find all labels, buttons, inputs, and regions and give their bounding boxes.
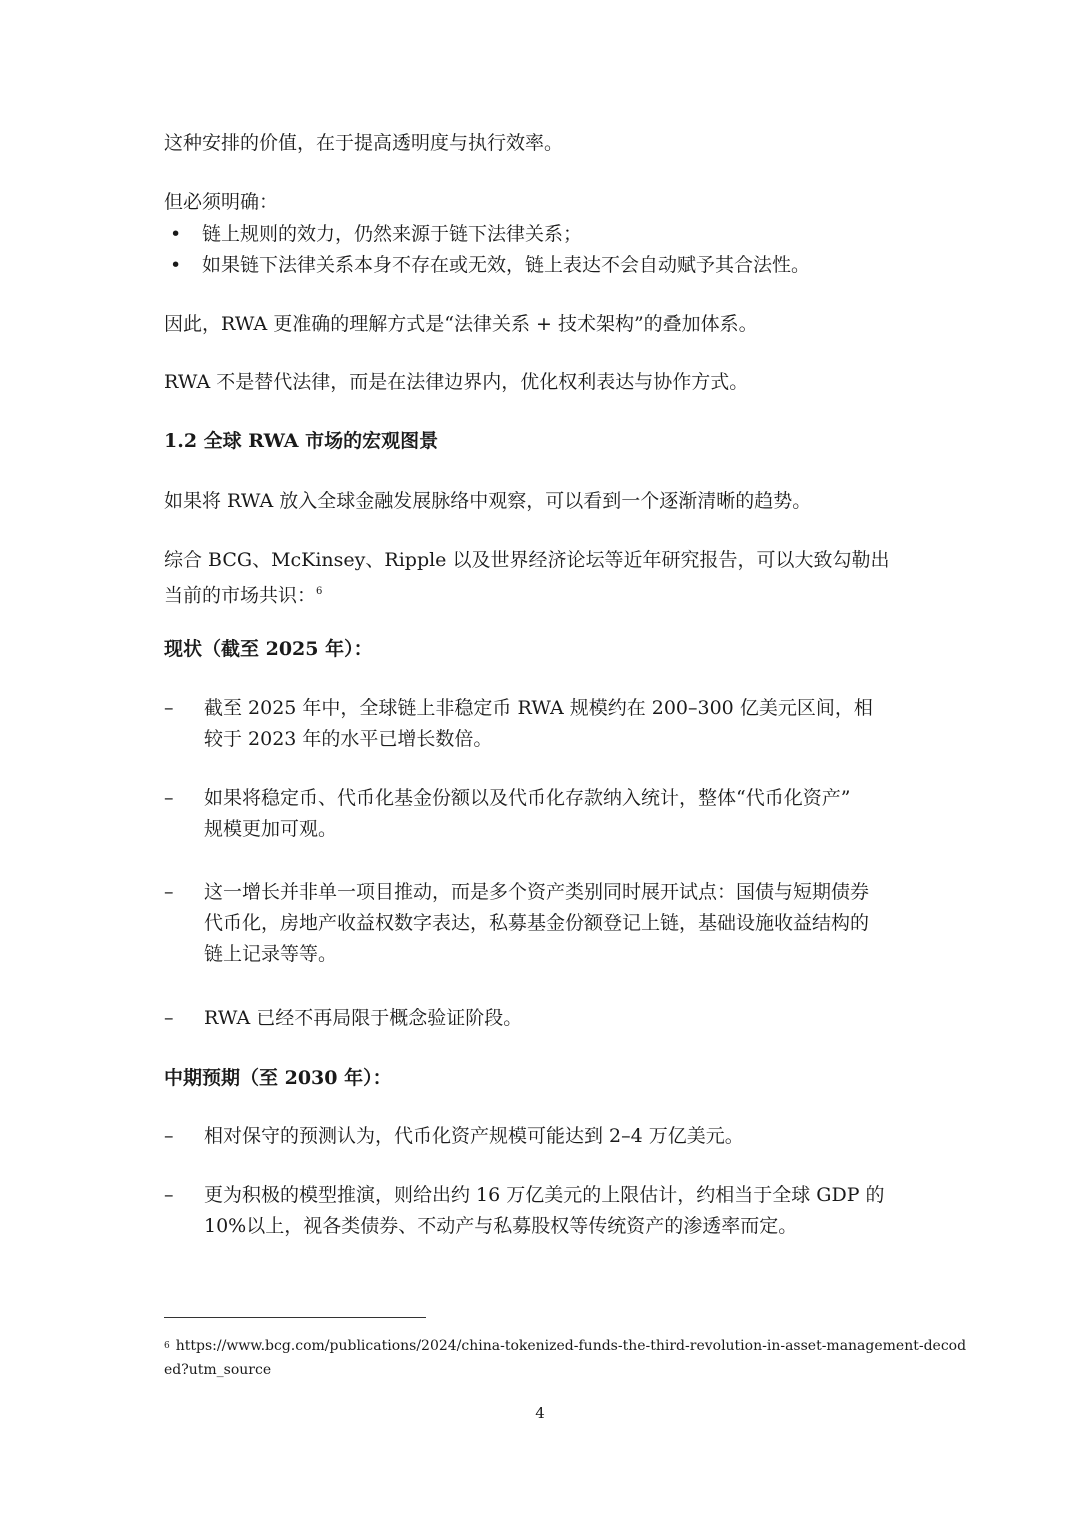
footnote-url-continued[interactable]: ed?utm_source (164, 1362, 272, 1378)
outlook-heading: 中期预期（至 2030 年）： (164, 1067, 392, 1089)
status-heading: 现状（截至 2025 年）： (164, 638, 373, 660)
footnote-divider (164, 1317, 426, 1318)
footnote-number: 6 (164, 1341, 170, 1351)
footnote-url[interactable]: https://www.bcg.com/publications/2024/china-tokenized-funds-the-third-revolution-in-asset-management-decod (175, 1338, 967, 1354)
bullet-marker: • (170, 254, 182, 276)
list-item-line: 截至 2025 年中，全球链上非稳定币 RWA 规模约在 200–300 亿美元区间，相 (204, 697, 873, 719)
paragraph-value-transparency: 这种安排的价值，在于提高透明度与执行效率。 (164, 132, 564, 154)
dash-marker: – (164, 881, 174, 903)
footnote-reference: 6 (316, 586, 323, 597)
footnote (164, 1334, 967, 1382)
paragraph-line: 综合 BCG、McKinsey、Ripple 以及世界经济论坛等近年研究报告，可以大致勾勒出 (164, 549, 890, 571)
paragraph-rwa-not-replace-law: RWA 不是替代法律，而是在法律边界内，优化权利表达与协作方式。 (164, 371, 749, 393)
paragraph-line (164, 576, 914, 611)
section-heading: 1.2 全球 RWA 市场的宏观图景 (164, 430, 439, 452)
paragraph-rwa-understanding: 因此，RWA 更准确的理解方式是“法律关系 + 技术架构”的叠加体系。 (164, 313, 758, 335)
bullet-text: 链上规则的效力，仍然来源于链下法律关系； (202, 223, 583, 245)
list-item-line: 这一增长并非单一项目推动，而是多个资产类别同时展开试点：国债与短期债券 (204, 881, 870, 903)
dash-marker: – (164, 1007, 174, 1029)
dash-marker: – (164, 1125, 174, 1147)
bullet-text: 如果链下法律关系本身不存在或无效，链上表达不会自动赋予其合法性。 (202, 254, 811, 276)
page-number: 4 (535, 1404, 545, 1422)
list-item-line: 较于 2023 年的水平已增长数倍。 (204, 728, 493, 750)
list-item-line: 代币化，房地产收益权数字表达，私募基金份额登记上链，基础设施收益结构的 (204, 912, 870, 934)
bullet-marker: • (170, 223, 182, 245)
dash-marker: – (164, 1184, 174, 1206)
list-item-line: 相对保守的预测认为，代币化资产规模可能达到 2–4 万亿美元。 (204, 1125, 744, 1147)
dash-marker: – (164, 787, 174, 809)
list-item-line: 如果将稳定币、代币化基金份额以及代币化存款纳入统计，整体“代币化资产” (204, 787, 851, 809)
list-item-line: 链上记录等等。 (204, 943, 338, 965)
paragraph-line-text: 当前的市场共识： (164, 584, 317, 607)
footnote-line (164, 1334, 967, 1358)
list-item-line: 更为积极的模型推演，则给出约 16 万亿美元的上限估计，约相当于全球 GDP 的 (204, 1184, 885, 1206)
dash-marker: – (164, 697, 174, 719)
list-item-line: RWA 已经不再局限于概念验证阶段。 (204, 1007, 523, 1029)
paragraph-global-trend: 如果将 RWA 放入全球金融发展脉络中观察，可以看到一个逐渐清晰的趋势。 (164, 490, 812, 512)
paragraph-market-consensus (164, 545, 914, 611)
list-item-line: 规模更加可观。 (204, 818, 338, 840)
list-item-line: 10%以上，视各类债券、不动产与私募股权等传统资产的渗透率而定。 (204, 1215, 798, 1237)
paragraph-must-clarify: 但必须明确： (164, 191, 279, 213)
